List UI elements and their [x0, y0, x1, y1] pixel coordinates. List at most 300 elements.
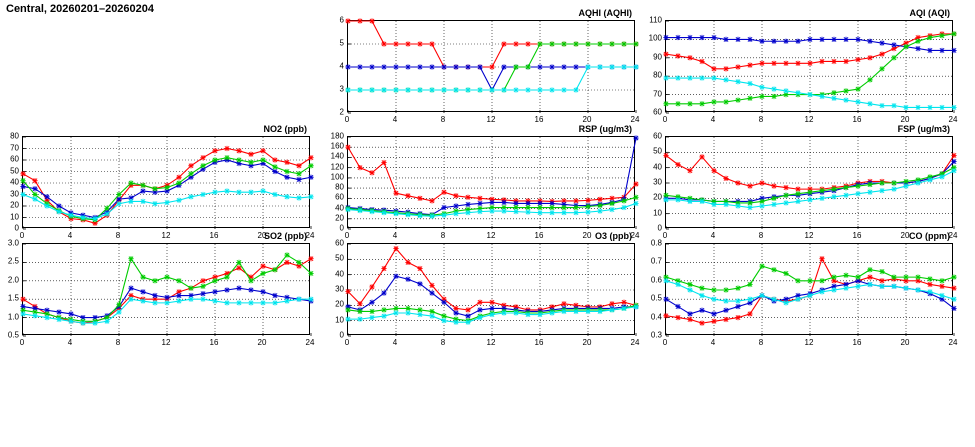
series-marker [735, 180, 740, 185]
series-marker [345, 18, 350, 23]
series-marker [573, 309, 578, 314]
series-marker [188, 297, 193, 302]
series-marker [561, 87, 566, 92]
series-marker [573, 210, 578, 215]
series-marker [164, 300, 169, 305]
series-marker [284, 175, 289, 180]
series-marker [212, 157, 217, 162]
y-tick-label: 20 [335, 299, 344, 309]
series-marker [32, 178, 37, 183]
series-marker [675, 75, 680, 80]
series-marker [393, 211, 398, 216]
series-marker [735, 64, 740, 69]
series-marker [44, 194, 49, 199]
series-marker [951, 48, 956, 53]
y-tick-label: 0.7 [650, 256, 662, 266]
series-marker [867, 267, 872, 272]
series-marker [441, 213, 446, 218]
series-marker [891, 187, 896, 192]
series-marker [465, 195, 470, 200]
y-tick-label: 100 [330, 172, 344, 182]
series-marker [248, 300, 253, 305]
series-marker [465, 320, 470, 325]
series-marker [104, 319, 109, 324]
series-marker [879, 103, 884, 108]
series-marker [308, 155, 313, 160]
series-marker [188, 286, 193, 291]
series-marker [903, 286, 908, 291]
series-marker [272, 164, 277, 169]
y-tick-label: 70 [653, 89, 662, 99]
series-marker [867, 182, 872, 187]
series-marker [807, 190, 812, 195]
y-tick-label: 30 [335, 284, 344, 294]
series-marker [687, 55, 692, 60]
series-marker [393, 306, 398, 311]
series-marker [417, 312, 422, 317]
x-tick-label: 0 [662, 231, 668, 240]
series-marker [441, 318, 446, 323]
series-marker [417, 266, 422, 271]
series-marker [429, 64, 434, 69]
series-marker [200, 297, 205, 302]
series-marker [573, 64, 578, 69]
series-marker [308, 256, 313, 261]
series-marker [699, 154, 704, 159]
series-marker [80, 320, 85, 325]
series-marker [687, 317, 692, 322]
series-marker [831, 37, 836, 42]
series-marker [597, 41, 602, 46]
series-marker [915, 46, 920, 51]
series-marker [831, 274, 836, 279]
series-marker [441, 205, 446, 210]
series-marker [807, 37, 812, 42]
series-marker [20, 192, 25, 197]
series-marker [345, 64, 350, 69]
series-marker [795, 199, 800, 204]
series-marker [747, 63, 752, 68]
series-marker [284, 298, 289, 303]
series-marker [711, 297, 716, 302]
series-marker [248, 152, 253, 157]
series-marker [537, 64, 542, 69]
series-marker [699, 35, 704, 40]
x-tick-label: 16 [852, 115, 862, 124]
series-marker [735, 203, 740, 208]
x-tick-label: 20 [900, 115, 910, 124]
series-marker [236, 148, 241, 153]
series-marker [188, 171, 193, 176]
series-marker [140, 199, 145, 204]
series-marker [489, 208, 494, 213]
series-marker [453, 64, 458, 69]
series-marker [573, 41, 578, 46]
series-marker [212, 148, 217, 153]
series-marker [224, 274, 229, 279]
x-tick-label: 12 [804, 231, 814, 240]
series-marker [164, 185, 169, 190]
plot-area-rsp [347, 136, 635, 228]
series-marker [687, 282, 692, 287]
series-marker [369, 284, 374, 289]
series-marker [32, 192, 37, 197]
series-marker [32, 196, 37, 201]
y-tick-label: 60 [653, 107, 662, 117]
series-marker [831, 187, 836, 192]
series-marker [441, 87, 446, 92]
series-marker [867, 39, 872, 44]
series-marker [663, 101, 668, 106]
series-marker [405, 277, 410, 282]
series-marker [116, 192, 121, 197]
series-marker [224, 287, 229, 292]
series-marker [831, 59, 836, 64]
series-marker [296, 177, 301, 182]
series-marker [417, 41, 422, 46]
series-marker [405, 306, 410, 311]
series-marker [32, 186, 37, 191]
series-marker [747, 205, 752, 210]
y-tick-label: 0 [339, 330, 344, 340]
series-marker [597, 203, 602, 208]
series-marker [260, 148, 265, 153]
series-marker [735, 97, 740, 102]
plot-svg-o3 [348, 244, 636, 336]
series-marker [68, 319, 73, 324]
chart-title-rsp: RSP (ug/m3) [578, 124, 632, 134]
series-marker [687, 311, 692, 316]
series-marker [489, 200, 494, 205]
x-tick-label: 12 [161, 338, 171, 347]
series-marker [381, 41, 386, 46]
series-marker [951, 159, 956, 164]
series-marker [284, 194, 289, 199]
y-tick-label: 6 [339, 15, 344, 25]
series-marker [417, 213, 422, 218]
series-marker [429, 87, 434, 92]
series-marker [561, 309, 566, 314]
series-marker [771, 183, 776, 188]
plot-area-co [665, 243, 953, 335]
series-marker [200, 284, 205, 289]
x-tick-label: 8 [440, 115, 446, 124]
series-marker [20, 311, 25, 316]
series-marker [843, 286, 848, 291]
series-marker [783, 88, 788, 93]
series-marker [453, 310, 458, 315]
plot-svg-aqhi [348, 21, 636, 113]
series-marker [465, 64, 470, 69]
series-marker [711, 99, 716, 104]
series-marker [345, 87, 350, 92]
series-marker [663, 197, 668, 202]
series-marker [951, 168, 956, 173]
series-marker [284, 260, 289, 265]
y-tick-label: 1.5 [7, 293, 19, 303]
y-tick-label: 50 [653, 146, 662, 156]
series-marker [879, 269, 884, 274]
series-marker [621, 300, 626, 305]
series-marker [369, 64, 374, 69]
series-marker [393, 310, 398, 315]
series-marker [56, 317, 61, 322]
series-marker [128, 180, 133, 185]
series-marker [357, 165, 362, 170]
series-marker [465, 307, 470, 312]
series-marker [92, 320, 97, 325]
y-tick-label: 40 [335, 269, 344, 279]
series-marker [381, 266, 386, 271]
series-marker [723, 176, 728, 181]
series-marker [272, 267, 277, 272]
series-marker [735, 298, 740, 303]
series-marker [927, 289, 932, 294]
series-marker [381, 313, 386, 318]
series-marker [212, 278, 217, 283]
series-marker [441, 300, 446, 305]
series-marker [795, 278, 800, 283]
series-marker [903, 179, 908, 184]
y-tick-label: 20 [10, 200, 19, 210]
x-tick-label: 4 [710, 338, 716, 347]
series-marker [393, 274, 398, 279]
series-marker [525, 210, 530, 215]
series-marker [561, 210, 566, 215]
x-tick-label: 4 [392, 338, 398, 347]
series-marker [549, 41, 554, 46]
series-marker [747, 297, 752, 302]
series-marker [236, 190, 241, 195]
y-tick-label: 60 [335, 238, 344, 248]
series-marker [236, 157, 241, 162]
series-marker [711, 35, 716, 40]
y-tick-label: 120 [330, 162, 344, 172]
x-tick-label: 12 [804, 115, 814, 124]
series-marker [723, 287, 728, 292]
y-tick-label: 40 [335, 203, 344, 213]
x-tick-label: 4 [67, 338, 73, 347]
series-marker [573, 198, 578, 203]
series-marker [128, 297, 133, 302]
plot-area-no2 [22, 136, 310, 228]
series-marker [501, 87, 506, 92]
series-marker [212, 190, 217, 195]
series-marker [687, 287, 692, 292]
series-marker [831, 287, 836, 292]
series-marker [759, 293, 764, 298]
series-marker [891, 55, 896, 60]
series-marker [663, 278, 668, 283]
series-marker [609, 207, 614, 212]
series-marker [699, 101, 704, 106]
plot-area-fsp [665, 136, 953, 228]
series-marker [549, 205, 554, 210]
series-marker [939, 174, 944, 179]
y-tick-label: 110 [649, 15, 662, 25]
series-marker [417, 87, 422, 92]
series-marker [675, 315, 680, 320]
x-tick-label: 16 [852, 231, 862, 240]
x-tick-label: 16 [534, 231, 544, 240]
y-tick-label: 20 [335, 213, 344, 223]
series-marker [771, 39, 776, 44]
series-marker [771, 196, 776, 201]
series-marker [549, 64, 554, 69]
series-marker [224, 146, 229, 151]
series-marker [224, 188, 229, 193]
series-marker [903, 105, 908, 110]
series-marker [501, 64, 506, 69]
series-marker [915, 39, 920, 44]
series-marker [296, 195, 301, 200]
x-tick-label: 0 [344, 231, 350, 240]
series-marker [879, 40, 884, 45]
series-marker [903, 274, 908, 279]
y-tick-label: 0 [14, 223, 19, 233]
series-marker [164, 274, 169, 279]
series-marker [723, 77, 728, 82]
series-marker [855, 37, 860, 42]
series-marker [621, 205, 626, 210]
series-marker [393, 87, 398, 92]
series-marker [345, 289, 350, 294]
series-marker [140, 298, 145, 303]
series-marker [621, 41, 626, 46]
chart-title-o3: O3 (ppb) [595, 231, 632, 241]
series-marker [795, 90, 800, 95]
series-marker [675, 282, 680, 287]
series-marker [525, 64, 530, 69]
series-marker [675, 35, 680, 40]
series-marker [357, 309, 362, 314]
series-marker [525, 312, 530, 317]
series-marker [405, 260, 410, 265]
series-marker [248, 160, 253, 165]
x-tick-label: 20 [582, 115, 592, 124]
series-marker [807, 61, 812, 66]
series-marker [723, 317, 728, 322]
series-marker [489, 306, 494, 311]
chart-title-aqi: AQI (AQI) [909, 8, 950, 18]
series-marker [663, 193, 668, 198]
series-marker [68, 311, 73, 316]
series-marker [477, 307, 482, 312]
series-marker [939, 278, 944, 283]
series-marker [891, 42, 896, 47]
series-marker [927, 48, 932, 53]
x-tick-label: 0 [662, 338, 668, 347]
plot-area-so2 [22, 243, 310, 335]
series-marker [284, 169, 289, 174]
series-marker [369, 170, 374, 175]
series-marker [663, 313, 668, 318]
series-line-so2-3 [23, 255, 311, 321]
series-marker [272, 293, 277, 298]
series-marker [831, 90, 836, 95]
series-marker [104, 206, 109, 211]
series-marker [759, 180, 764, 185]
series-marker [747, 183, 752, 188]
series-marker [939, 284, 944, 289]
y-tick-label: 10 [335, 315, 344, 325]
series-marker [549, 87, 554, 92]
series-marker [819, 278, 824, 283]
series-marker [429, 290, 434, 295]
x-tick-label: 4 [710, 231, 716, 240]
series-marker [597, 208, 602, 213]
series-marker [711, 168, 716, 173]
series-marker [759, 39, 764, 44]
series-marker [759, 61, 764, 66]
y-tick-label: 30 [10, 189, 19, 198]
series-marker [284, 252, 289, 257]
series-marker [429, 283, 434, 288]
series-marker [417, 281, 422, 286]
series-marker [699, 308, 704, 313]
series-marker [465, 87, 470, 92]
series-marker [212, 298, 217, 303]
series-marker [405, 212, 410, 217]
series-marker [116, 309, 121, 314]
series-marker [663, 297, 668, 302]
series-marker [843, 37, 848, 42]
series-marker [699, 293, 704, 298]
series-marker [453, 211, 458, 216]
series-marker [711, 319, 716, 324]
series-marker [236, 300, 241, 305]
x-tick-label: 24 [630, 338, 640, 347]
x-tick-label: 12 [486, 231, 496, 240]
series-marker [819, 59, 824, 64]
chart-title-so2: SO2 (ppb) [264, 231, 307, 241]
series-marker [951, 306, 956, 311]
series-marker [573, 87, 578, 92]
series-marker [453, 193, 458, 198]
series-marker [405, 193, 410, 198]
series-marker [855, 86, 860, 91]
series-marker [140, 188, 145, 193]
series-marker [663, 153, 668, 158]
series-marker [711, 75, 716, 80]
series-marker [795, 191, 800, 196]
series-marker [915, 105, 920, 110]
series-marker [675, 304, 680, 309]
y-tick-label: 20 [653, 192, 662, 202]
series-marker [699, 286, 704, 291]
series-marker [477, 201, 482, 206]
plot-svg-aqi [666, 21, 954, 113]
y-tick-label: 2.5 [7, 256, 19, 266]
series-marker [867, 190, 872, 195]
series-marker [633, 64, 638, 69]
x-tick-label: 0 [344, 338, 350, 347]
series-marker [68, 213, 73, 218]
series-marker [711, 202, 716, 207]
series-marker [345, 317, 350, 322]
series-marker [843, 59, 848, 64]
series-marker [308, 175, 313, 180]
series-marker [633, 304, 638, 309]
y-tick-label: 3.0 [7, 238, 19, 248]
series-marker [609, 64, 614, 69]
y-tick-label: 90 [653, 52, 662, 62]
series-marker [675, 162, 680, 167]
x-tick-label: 16 [534, 338, 544, 347]
series-marker [783, 193, 788, 198]
series-marker [951, 153, 956, 158]
series-marker [621, 306, 626, 311]
